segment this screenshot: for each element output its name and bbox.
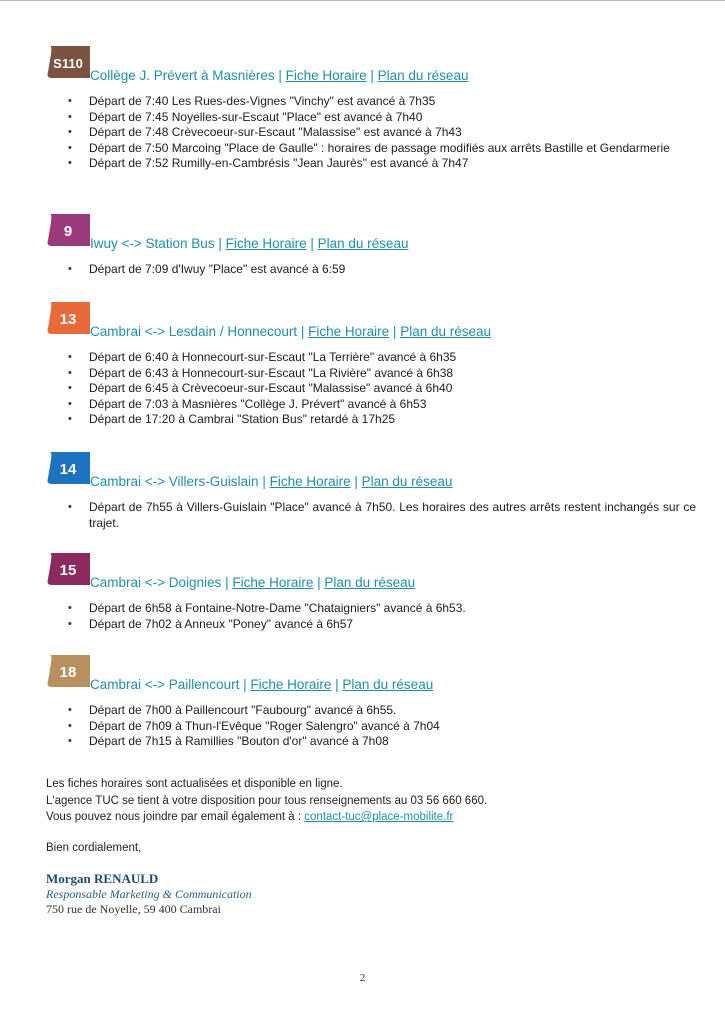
line-header xyxy=(46,452,696,492)
line-title: Iwuy <-> Station Bus | Fiche Horaire | Plan du réseau xyxy=(90,236,409,251)
schedule-change-item: • Départ de 7:52 Rumilly-en-Cambrésis "Jean Jaurès" est avancé à 7h47 xyxy=(89,156,696,172)
plan-reseau-link[interactable]: Plan du réseau xyxy=(400,324,492,339)
contact-email-link[interactable]: contact-tuc@place-mobilite.fr xyxy=(304,811,454,823)
line-header xyxy=(46,214,696,254)
schedule-change-item: • Départ de 7h09 à Thun-l'Evêque "Roger Salengro" avancé à 7h04 xyxy=(89,719,696,735)
schedule-change-item: • Départ de 6:43 à Honnecourt-sur-Escaut "La Rivière" avancé à 6h38 xyxy=(89,366,696,382)
schedule-change-item: • Départ de 7h00 à Paillencourt "Faubourg" avancé à 6h55. xyxy=(89,703,696,719)
plan-reseau-link[interactable]: Plan du réseau xyxy=(317,236,409,251)
svg-text:14: 14 xyxy=(59,461,77,478)
schedule-change-list xyxy=(46,601,696,632)
fiche-horaire-link[interactable]: Fiche Horaire xyxy=(285,68,367,83)
line-route-name: Collège J. Prévert à Masnières xyxy=(90,68,275,83)
line-title: Cambrai <-> Doignies | Fiche Horaire | Plan du réseau xyxy=(90,575,416,590)
fiche-horaire-link[interactable]: Fiche Horaire xyxy=(269,474,351,489)
svg-text:15: 15 xyxy=(59,562,77,579)
footer-line-2: L'agence TUC se tient à votre disposition pour tous renseignements au 03 56 660 660. xyxy=(46,794,488,807)
line-badge-icon xyxy=(46,553,90,585)
svg-text:18: 18 xyxy=(59,664,77,681)
schedule-change-item: • Départ de 7:09 d'Iwuy "Place" est avancé à 6:59 xyxy=(89,262,696,278)
schedule-change-item: • Départ de 7:40 Les Rues-des-Vignes "Vinchy" est avancé à 7h35 xyxy=(89,94,696,110)
schedule-change-list xyxy=(46,94,696,172)
footer-line-3-text: Vous pouvez nous joindre par email également à : xyxy=(46,811,305,823)
line-badge-icon xyxy=(46,655,90,687)
line-title: Cambrai <-> Paillencourt | Fiche Horaire | Plan du réseau xyxy=(90,677,434,692)
greeting: Bien cordialement, xyxy=(46,842,142,854)
line-section xyxy=(46,655,696,750)
line-title: Cambrai <-> Lesdain / Honnecourt | Fiche Horaire | Plan du réseau xyxy=(90,324,492,339)
signature-name: Morgan RENAULD xyxy=(46,871,159,886)
line-section xyxy=(46,452,696,531)
line-route-name: Cambrai <-> Paillencourt xyxy=(90,677,240,692)
schedule-change-item: • Départ de 17:20 à Cambrai "Station Bus" retardé à 17h25 xyxy=(89,412,696,428)
line-route-name: Cambrai <-> Doignies xyxy=(90,575,222,590)
line-badge-icon xyxy=(46,452,90,484)
fiche-horaire-link[interactable]: Fiche Horaire xyxy=(308,324,390,339)
page-top-edge xyxy=(0,0,725,1)
line-route-name: Iwuy <-> Station Bus xyxy=(90,236,215,251)
info-footer xyxy=(46,776,487,826)
line-badge-icon xyxy=(46,214,90,246)
signature-address: 750 rue de Noyelle, 59 400 Cambrai xyxy=(46,902,221,916)
schedule-change-list xyxy=(46,703,696,750)
line-badge-icon xyxy=(46,46,90,78)
svg-text:13: 13 xyxy=(59,311,77,328)
schedule-change-item: • Départ de 7:48 Crèvecoeur-sur-Escaut "Malassise" est avancé à 7h43 xyxy=(89,125,696,141)
line-route-name: Cambrai <-> Lesdain / Honnecourt xyxy=(90,324,298,339)
schedule-change-list xyxy=(46,500,696,531)
line-header xyxy=(46,553,696,593)
schedule-change-item: • Départ de 6:40 à Honnecourt-sur-Escaut "La Terrière" avancé à 6h35 xyxy=(89,350,696,366)
schedule-change-item: • Départ de 6:45 à Crèvecoeur-sur-Escaut "Malassise" avancé à 6h40 xyxy=(89,381,696,397)
line-header xyxy=(46,655,696,695)
schedule-change-item: • Départ de 7h55 à Villers-Guislain "Place" avancé à 7h50. Les horaires des autres arrêts restent inchangés sur ce trajet. xyxy=(89,500,696,531)
line-header xyxy=(46,302,696,342)
plan-reseau-link[interactable]: Plan du réseau xyxy=(324,575,416,590)
plan-reseau-link[interactable]: Plan du réseau xyxy=(377,68,469,83)
fiche-horaire-link[interactable]: Fiche Horaire xyxy=(232,575,314,590)
line-section xyxy=(46,302,696,428)
schedule-change-item: • Départ de 7h02 à Anneux "Poney" avancé à 6h57 xyxy=(89,617,696,633)
schedule-change-item: • Départ de 7:50 Marcoing "Place de Gaulle" : horaires de passage modifiés aux arrêts Bastille et Gendarmerie xyxy=(89,141,696,157)
line-title: Cambrai <-> Villers-Guislain | Fiche Horaire | Plan du réseau xyxy=(90,474,453,489)
line-section xyxy=(46,46,696,172)
schedule-change-item: • Départ de 6h58 à Fontaine-Notre-Dame "Chataigniers" avancé à 6h53. xyxy=(89,601,696,617)
schedule-change-item: • Départ de 7:03 à Masnières "Collège J. Prévert" avancé à 6h53 xyxy=(89,397,696,413)
fiche-horaire-link[interactable]: Fiche Horaire xyxy=(225,236,307,251)
line-badge-icon xyxy=(46,302,90,334)
plan-reseau-link[interactable]: Plan du réseau xyxy=(342,677,434,692)
plan-reseau-link[interactable]: Plan du réseau xyxy=(361,474,453,489)
line-section xyxy=(46,214,696,278)
svg-text:9: 9 xyxy=(63,223,73,240)
footer-line-1: Les fiches horaires sont actualisées et disponible en ligne. xyxy=(46,778,343,790)
line-section xyxy=(46,553,696,632)
svg-text:S110: S110 xyxy=(53,56,83,71)
schedule-change-list xyxy=(46,262,696,278)
line-header xyxy=(46,46,696,86)
schedule-change-item: • Départ de 7:45 Noyelles-sur-Escaut "Place" est avancé à 7h40 xyxy=(89,110,696,126)
signature-role: Responsable Marketing & Communication xyxy=(46,886,252,901)
line-route-name: Cambrai <-> Villers-Guislain xyxy=(90,474,259,489)
schedule-change-item: • Départ de 7h15 à Ramillies "Bouton d'or" avancé à 7h08 xyxy=(89,734,696,750)
line-title: Collège J. Prévert à Masnières | Fiche Horaire | Plan du réseau xyxy=(90,68,469,83)
fiche-horaire-link[interactable]: Fiche Horaire xyxy=(250,677,332,692)
footer-line-3 xyxy=(46,809,487,826)
page-number: 2 xyxy=(359,972,366,984)
schedule-change-list xyxy=(46,350,696,428)
signature-block xyxy=(46,871,252,918)
